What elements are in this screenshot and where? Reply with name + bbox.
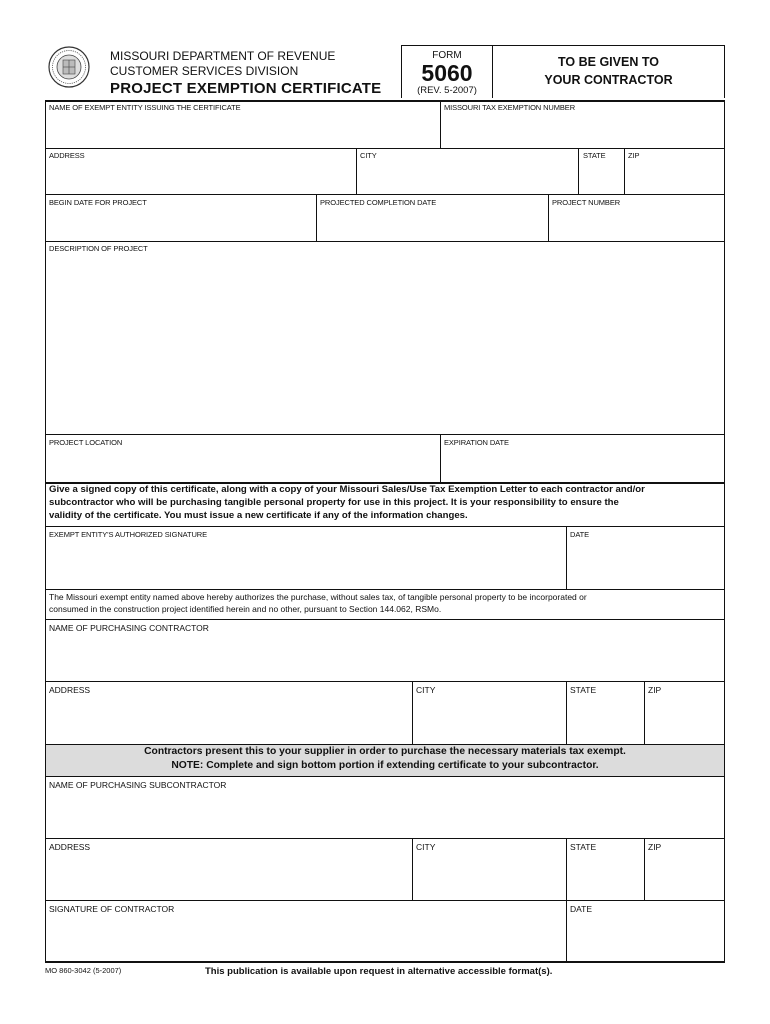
entity-name-label: NAME OF EXEMPT ENTITY ISSUING THE CERTIFICATE <box>49 103 241 112</box>
banner-line-2: NOTE: Complete and sign bottom portion if extending certificate to your subcontractor. <box>171 760 599 771</box>
contractor-city-label: CITY <box>416 685 436 695</box>
project-number-field[interactable] <box>549 207 724 241</box>
notice-line-1: TO BE GIVEN TO <box>558 55 659 69</box>
banner-line-1: Contractors present this to your supplier in order to purchase the necessary materials tax exempt. <box>144 746 626 757</box>
contractor-zip-label: ZIP <box>648 685 662 695</box>
form-number: 5060 <box>421 60 473 86</box>
instructions-line-1: Give a signed copy of this certificate, along with a copy of your Missouri Sales/Use Tax Exemption Letter to each contractor and/or <box>49 484 645 495</box>
completion-date-label: PROJECTED COMPLETION DATE <box>320 198 437 207</box>
subcontractor-zip-field[interactable] <box>645 853 724 900</box>
subcontractor-state-field[interactable] <box>567 853 644 900</box>
contractor-name-field[interactable] <box>46 634 724 681</box>
city-label: CITY <box>360 151 377 160</box>
instructions-line-3: validity of the certificate. You must issue a new certificate if any of the information changes. <box>49 510 468 521</box>
form-revision: (REV. 5-2007) <box>417 85 477 96</box>
begin-date-field[interactable] <box>46 207 316 241</box>
seal-icon <box>48 46 90 88</box>
description-label: DESCRIPTION OF PROJECT <box>49 244 148 253</box>
contractor-address-label: ADDRESS <box>49 685 91 695</box>
contractor-zip-field[interactable] <box>645 696 724 744</box>
completion-date-field[interactable] <box>317 207 548 241</box>
accessibility-notice: This publication is available upon request in alternative accessible format(s). <box>205 966 553 977</box>
begin-date-label: BEGIN DATE FOR PROJECT <box>49 198 147 207</box>
tax-number-field[interactable] <box>441 113 724 148</box>
expiration-label: EXPIRATION DATE <box>444 438 509 447</box>
state-label: STATE <box>583 151 606 160</box>
authorization-line-1: The Missouri exempt entity named above hereby authorizes the purchase, without sales tax, of tangible personal property to be incorporated or <box>49 592 587 602</box>
subcontractor-address-label: ADDRESS <box>49 842 91 852</box>
contractor-city-field[interactable] <box>413 696 566 744</box>
state-field[interactable] <box>579 160 624 194</box>
expiration-field[interactable] <box>441 448 724 482</box>
contractor-address-field[interactable] <box>46 696 412 744</box>
project-number-label: PROJECT NUMBER <box>552 198 621 207</box>
contractor-state-label: STATE <box>570 685 597 695</box>
department-name: MISSOURI DEPARTMENT OF REVENUE <box>110 49 336 63</box>
tax-number-label: MISSOURI TAX EXEMPTION NUMBER <box>444 103 576 112</box>
entity-signature-date-label: DATE <box>570 530 590 539</box>
entity-signature-date-field[interactable] <box>567 540 724 589</box>
contractor-state-field[interactable] <box>567 696 644 744</box>
subcontractor-name-label: NAME OF PURCHASING SUBCONTRACTOR <box>49 780 227 790</box>
notice-line-2: YOUR CONTRACTOR <box>544 73 673 87</box>
contractor-signature-date-field[interactable] <box>567 915 724 961</box>
zip-field[interactable] <box>625 160 724 194</box>
subcontractor-zip-label: ZIP <box>648 842 662 852</box>
contractor-notice-box <box>492 45 725 98</box>
subcontractor-address-field[interactable] <box>46 853 412 900</box>
location-label: PROJECT LOCATION <box>49 438 123 447</box>
location-field[interactable] <box>46 448 440 482</box>
entity-name-field[interactable] <box>46 113 440 148</box>
state-seal <box>48 46 90 88</box>
entity-signature-label: EXEMPT ENTITY'S AUTHORIZED SIGNATURE <box>49 530 207 539</box>
contractor-signature-label: SIGNATURE OF CONTRACTOR <box>49 904 175 914</box>
address-field[interactable] <box>46 160 356 194</box>
contractor-signature-date-label: DATE <box>570 904 593 914</box>
entity-signature-field[interactable] <box>46 540 566 589</box>
form-code: MO 860-3042 (5-2007) <box>45 966 122 975</box>
subcontractor-city-field[interactable] <box>413 853 566 900</box>
form-label: FORM <box>432 50 462 61</box>
contractor-signature-field[interactable] <box>46 915 566 961</box>
subcontractor-city-label: CITY <box>416 842 436 852</box>
contractor-name-label: NAME OF PURCHASING CONTRACTOR <box>49 623 209 633</box>
subcontractor-name-field[interactable] <box>46 791 724 838</box>
zip-label: ZIP <box>628 151 640 160</box>
division-name: CUSTOMER SERVICES DIVISION <box>110 64 299 78</box>
instructions-line-2: subcontractor who will be purchasing tangible personal property for use in this project. It is your responsibility to ensure the <box>49 497 619 508</box>
city-field[interactable] <box>357 160 578 194</box>
address-label: ADDRESS <box>49 151 85 160</box>
page-title: PROJECT EXEMPTION CERTIFICATE <box>110 80 382 97</box>
subcontractor-state-label: STATE <box>570 842 597 852</box>
authorization-line-2: consumed in the construction project identified herein and no other, pursuant to Section 144.062, RSMo. <box>49 604 442 614</box>
description-field[interactable] <box>46 254 724 434</box>
